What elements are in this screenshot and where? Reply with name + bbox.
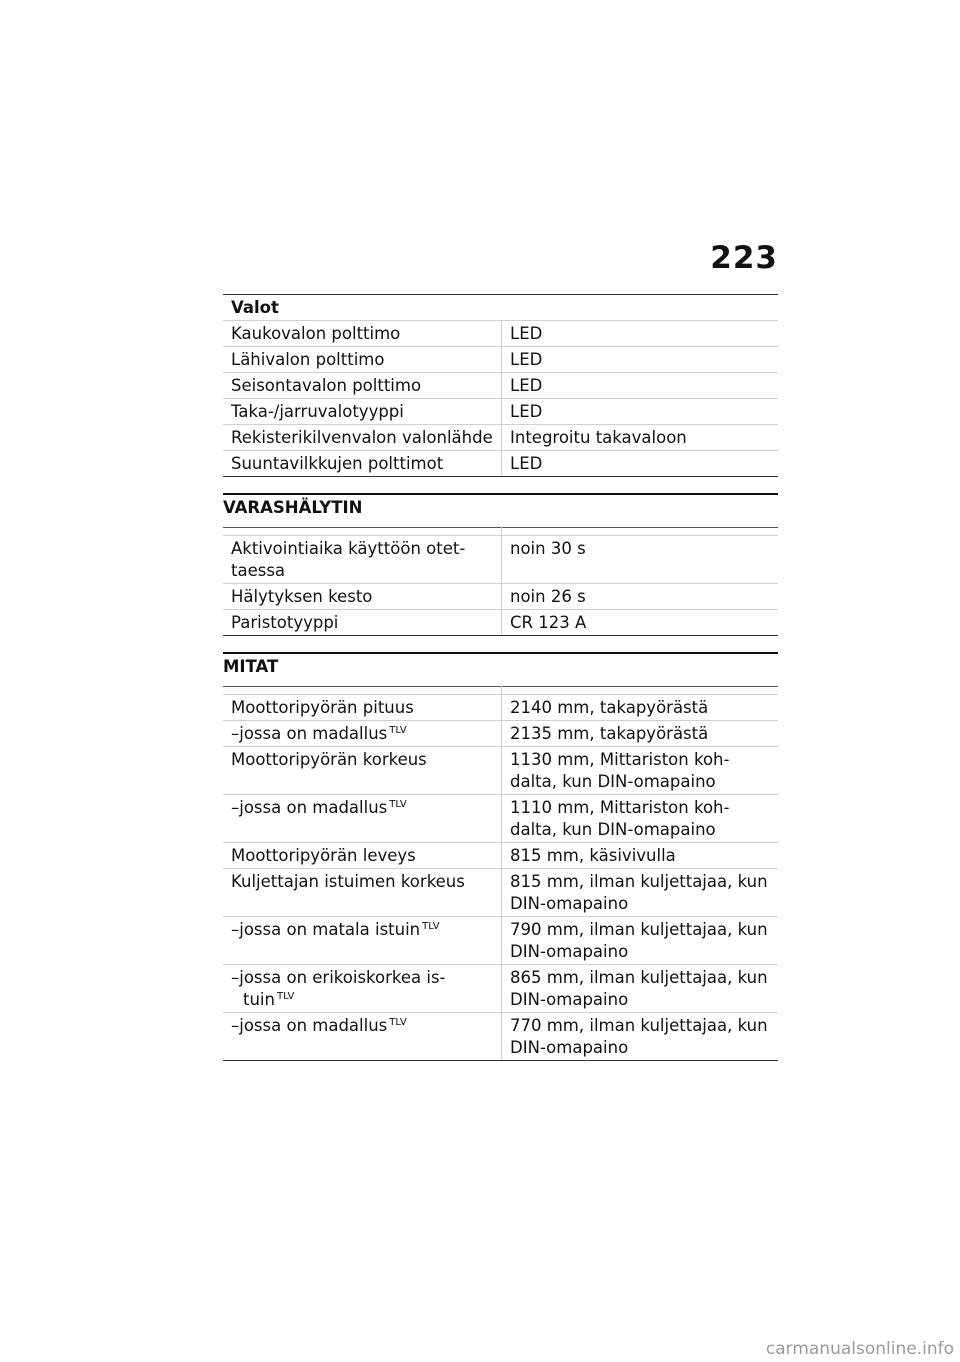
row-value: LED	[502, 321, 779, 347]
row-label	[223, 795, 502, 843]
table-row	[223, 347, 778, 373]
row-value-line: 770 mm, ilman kuljettajaa, kun	[510, 1016, 768, 1035]
table-row	[223, 1013, 778, 1061]
row-label: Paristotyyppi	[223, 610, 502, 636]
row-value: noin 30 s	[502, 536, 779, 584]
table-row	[223, 399, 778, 425]
table-row	[223, 451, 778, 477]
lights-header: Valot	[223, 295, 778, 321]
watermark: carmanualsonline.info	[765, 1339, 954, 1359]
row-label: Kaukovalon polttimo	[223, 321, 502, 347]
row-label	[223, 721, 502, 747]
row-label: Rekisterikilvenvalon valonlähde	[223, 425, 502, 451]
table-row	[223, 721, 778, 747]
alarm-table	[223, 527, 778, 636]
lights-table	[223, 294, 778, 477]
row-value	[502, 965, 779, 1013]
row-value-line: dalta, kun DIN-omapaino	[510, 820, 716, 839]
table-row	[223, 536, 778, 584]
row-label: Kuljettajan istuimen korkeus	[223, 869, 502, 917]
row-value-line: 1130 mm, Mittariston koh-	[510, 750, 730, 769]
table-row	[223, 917, 778, 965]
row-value-line: 815 mm, ilman kuljettajaa, kun	[510, 872, 768, 891]
row-value-line: 1110 mm, Mittariston koh-	[510, 798, 730, 817]
row-label-text: –jossa on madallus	[231, 798, 388, 817]
tlv-superscript: TLV	[389, 798, 407, 810]
row-value-line: DIN-omapaino	[510, 894, 629, 913]
row-label-line: taessa	[231, 561, 286, 580]
table-row	[223, 747, 778, 795]
table-row	[223, 373, 778, 399]
table-row	[223, 965, 778, 1013]
row-value: LED	[502, 451, 779, 477]
row-label-line: Aktivointiaika käyttöön otet-	[231, 539, 466, 558]
row-label-line-indented	[231, 989, 493, 1011]
table-row	[223, 869, 778, 917]
table-row	[223, 425, 778, 451]
row-label-text: tuin	[243, 990, 275, 1009]
row-value	[502, 795, 779, 843]
row-label: Moottoripyörän korkeus	[223, 747, 502, 795]
row-value-line: 865 mm, ilman kuljettajaa, kun	[510, 968, 768, 987]
row-value: LED	[502, 399, 779, 425]
tlv-superscript: TLV	[389, 1016, 407, 1028]
row-label	[223, 917, 502, 965]
row-label: Taka-/jarruvalotyyppi	[223, 399, 502, 425]
row-label	[223, 965, 502, 1013]
table-row	[223, 795, 778, 843]
spec-content	[223, 294, 778, 1061]
row-value: CR 123 A	[502, 610, 779, 636]
row-label	[223, 1013, 502, 1061]
row-label-text: –jossa on madallus	[231, 1016, 388, 1035]
row-value-line: 790 mm, ilman kuljettajaa, kun	[510, 920, 768, 939]
lights-header-row	[223, 295, 778, 321]
dimensions-section-title: MITAT	[223, 652, 778, 686]
spacer-row	[223, 528, 778, 536]
row-label-line: –jossa on erikoiskorkea is-	[231, 968, 446, 987]
row-value	[502, 917, 779, 965]
tlv-superscript: TLV	[276, 990, 295, 1002]
row-value-line: DIN-omapaino	[510, 1038, 629, 1057]
alarm-section-title: VARASHÄLYTIN	[223, 493, 778, 527]
table-row	[223, 584, 778, 610]
row-label-text: –jossa on madallus	[231, 724, 388, 743]
table-row	[223, 843, 778, 869]
page-number: 223	[710, 240, 778, 276]
table-row	[223, 695, 778, 721]
row-label: Suuntavilkkujen polttimot	[223, 451, 502, 477]
row-label: Moottoripyörän pituus	[223, 695, 502, 721]
row-label-text: –jossa on matala istuin	[231, 920, 421, 939]
row-label: Hälytyksen kesto	[223, 584, 502, 610]
row-value: 2140 mm, takapyörästä	[502, 695, 779, 721]
row-value-line: DIN-omapaino	[510, 942, 629, 961]
row-value	[502, 869, 779, 917]
row-label: Moottoripyörän leveys	[223, 843, 502, 869]
table-row	[223, 610, 778, 636]
tlv-superscript: TLV	[422, 920, 440, 932]
row-value: Integroitu takavaloon	[502, 425, 779, 451]
spacer-row	[223, 687, 778, 695]
row-value: 815 mm, käsivivulla	[502, 843, 779, 869]
tlv-superscript: TLV	[389, 724, 407, 736]
row-value-line: dalta, kun DIN-omapaino	[510, 772, 716, 791]
row-value: 2135 mm, takapyörästä	[502, 721, 779, 747]
dimensions-table	[223, 686, 778, 1061]
row-value: noin 26 s	[502, 584, 779, 610]
row-value	[502, 747, 779, 795]
row-value: LED	[502, 347, 779, 373]
row-label: Seisontavalon polttimo	[223, 373, 502, 399]
table-row	[223, 321, 778, 347]
row-label	[223, 536, 502, 584]
row-value: LED	[502, 373, 779, 399]
row-value	[502, 1013, 779, 1061]
row-value-line: DIN-omapaino	[510, 990, 629, 1009]
row-label: Lähivalon polttimo	[223, 347, 502, 373]
